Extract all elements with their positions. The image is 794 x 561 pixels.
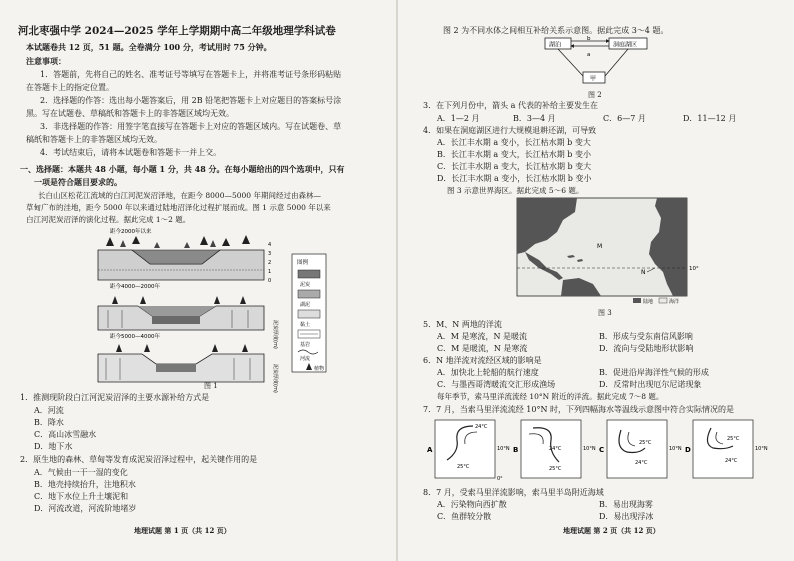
- box-3: 甲: [590, 75, 597, 83]
- svg-text:0: 0: [268, 278, 272, 284]
- q8-option-a[interactable]: A．污染物向西扩散: [437, 500, 507, 509]
- question-4-stem: 4．如果在洞庭湖区进行大规模退耕还湖，可导致: [423, 126, 597, 135]
- q4-option-a[interactable]: A．长江丰水期 a 变小，长江枯水期 b 变大: [437, 138, 591, 147]
- note-line: 稿纸和答题卡上的非答题区域均无效。: [26, 135, 162, 144]
- box-2: 洞庭湖区: [613, 41, 638, 49]
- axis-label: 泥炭厚度(m): [272, 320, 278, 349]
- trees-icon: [112, 296, 246, 304]
- note-line: 3．非选择题的作答：用签字笔直接写在答题卡上对应的答题区域内。写在试题卷、草: [40, 122, 342, 131]
- question-5-stem: 5．M、N 两地的洋流: [423, 320, 502, 329]
- q7-map-c[interactable]: [599, 420, 682, 478]
- exam-title: 河北枣强中学 2024—2025 学年上学期期中高二年级地理学科试卷: [18, 25, 336, 37]
- q2-option-a[interactable]: A．气候由一干一湿的变化: [34, 468, 128, 477]
- note-line: 4．考试结束后，请将本试题卷和答题卡一并上交。: [40, 148, 222, 157]
- intro-line: 草甸广布的洼地，距今 5000 年以来通过陆地沼泽化过程扩展而成。图 1 示意 5000 年以来: [26, 203, 331, 212]
- box-1: 湖泊: [549, 41, 562, 49]
- q7-map-d[interactable]: [685, 420, 768, 478]
- legend-sea: 海洋: [669, 299, 680, 305]
- question-3-stem: 3．在下列月份中，箭头 a 代表的补给主要发生在: [423, 101, 598, 110]
- q2-option-d[interactable]: D．河流改道，河流阶地堵岁: [34, 504, 137, 513]
- temp-label: 24°C: [635, 460, 648, 466]
- section-header: 一、选择题：本题共 48 小题，每小题 1 分，共 48 分。在每小题给出的四个选项中，只有: [20, 164, 345, 174]
- figure-1-peat-evolution: [92, 224, 332, 392]
- question-2-stem: 2．原生地的森林、草甸等发育成泥炭沼泽过程中，起关键作用的是: [20, 455, 258, 464]
- intro-7: 每年季节，索马里洋流流经 10°N 附近的洋流。据此完成 7～8 题。: [437, 392, 664, 401]
- q4-option-d[interactable]: D．长江丰水期 a 变小，长江枯水期 b 变小: [437, 174, 592, 183]
- map-letter: B: [513, 446, 519, 454]
- svg-text:1: 1: [268, 269, 272, 275]
- latitude-label: 10°: [689, 266, 699, 272]
- q5-option-d[interactable]: D．流向与受陆地形状影响: [599, 344, 694, 353]
- figure-3-caption: 图 3: [598, 309, 612, 317]
- equator-label: 0°: [497, 476, 503, 482]
- question-1-stem: 1．推测现阶段白江河泥炭沼泽的主要水源补给方式是: [20, 393, 210, 402]
- q4-option-c[interactable]: C．长江丰水期 a 变大，长江枯水期 b 变大: [437, 162, 592, 171]
- q1-option-b[interactable]: B．降水: [34, 418, 64, 427]
- q3-option-a[interactable]: A．1—2 月: [437, 114, 480, 123]
- q3-option-b[interactable]: B．3—4 月: [513, 114, 556, 123]
- panel-label: 距今5000—4000年: [110, 334, 160, 340]
- question-8-stem: 8．7 月，受索马里洋流影响，索马里半岛附近海域: [423, 488, 604, 497]
- right-page: [403, 0, 791, 561]
- q5-option-c[interactable]: C．M 是暖流，N 是寒流: [437, 344, 528, 353]
- figure-1-caption: 图 1: [204, 382, 218, 390]
- point-m: M: [597, 243, 603, 250]
- panel-label: 距今2000年以来: [110, 229, 152, 235]
- temp-label: 25°C: [457, 464, 470, 470]
- figure-2-caption: 图 2: [588, 91, 602, 99]
- legend-lake-mud: 湖泥: [300, 302, 311, 308]
- q1-option-a[interactable]: A．河流: [34, 406, 64, 415]
- note-line: 2．选择题的作答：选出每小题答案后，用 2B 铅笔把答题卡上对应题目的答案标号涂: [40, 96, 342, 105]
- figure-3-world-sea-map: [517, 198, 697, 306]
- trees-icon: [116, 344, 248, 352]
- lat-label: 10°N: [669, 446, 682, 452]
- svg-text:2: 2: [268, 260, 272, 266]
- q4-option-b[interactable]: B．长江丰水期 a 变大，长江枯水期 b 变小: [437, 150, 591, 159]
- q8-option-c[interactable]: C．鱼群较分散: [437, 512, 492, 521]
- temp-label: 24°C: [475, 424, 488, 430]
- left-page: [4, 0, 392, 561]
- q6-option-d[interactable]: D．反常时出现厄尔尼诺现象: [599, 380, 702, 389]
- legend-land: 陆地: [643, 299, 654, 305]
- q5-option-b[interactable]: B．形成与受东南信风影响: [599, 332, 693, 341]
- q2-option-c[interactable]: C．地下水位上升土壤泥和: [34, 492, 129, 501]
- page-fold: [396, 0, 398, 561]
- page-footer-right: 地理试题 第 2 页（共 12 页）: [563, 526, 660, 535]
- q5-option-a[interactable]: A．M 是寒流，N 是暖流: [437, 332, 528, 341]
- arrow-a-label: a: [587, 52, 591, 58]
- svg-text:3: 3: [268, 251, 272, 257]
- lat-label: 10°N: [497, 446, 510, 452]
- panel-label: 距今4000—2000年: [110, 284, 160, 290]
- lat-label: 10°N: [755, 446, 768, 452]
- notes-header: 注意事项：: [26, 56, 66, 66]
- map-letter: A: [427, 446, 433, 454]
- note-line: 黑。写在试题卷、草稿纸和答题卡上的非答题区域均无效。: [26, 109, 234, 118]
- q1-option-d[interactable]: D．地下水: [34, 442, 73, 451]
- q7-isotherm-maps: [427, 418, 783, 484]
- q6-option-c[interactable]: C．与墨西哥湾暖流交汇形成渔场: [437, 380, 556, 389]
- legend-title: 图例: [297, 260, 309, 266]
- temp-label: 25°C: [549, 466, 562, 472]
- q6-option-a[interactable]: A．加快北上轮船的航行速度: [437, 368, 539, 377]
- point-n: N: [641, 269, 646, 276]
- question-6-stem: 6．N 地洋流对流经区域的影响是: [423, 356, 542, 365]
- svg-text:4: 4: [268, 242, 272, 248]
- arrow-b-label: b: [587, 36, 591, 42]
- page-footer-left: 地理试题 第 1 页（共 12 页）: [134, 526, 231, 535]
- q8-option-b[interactable]: B．易出现海雾: [599, 500, 653, 509]
- legend-plant: 植物: [314, 366, 325, 372]
- legend-peat: 泥炭: [300, 282, 311, 288]
- legend-bedrock: 基岩: [300, 342, 311, 348]
- q7-map-a[interactable]: [427, 420, 510, 482]
- fig3-intro: 图 3 示意世界海区。据此完成 5～6 题。: [447, 186, 584, 195]
- trees-icon: [106, 235, 250, 248]
- temp-label: 24°C: [725, 458, 738, 464]
- map-letter: D: [685, 446, 691, 454]
- axis-ticks: [268, 242, 271, 284]
- lat-label: 10°N: [583, 446, 596, 452]
- temp-label: 25°C: [639, 440, 652, 446]
- axis-label: 泥炭厚度(m): [272, 364, 278, 393]
- section-header-2: 一项是符合题目要求的。: [34, 177, 122, 187]
- note-line: 1．答题前，先将自己的姓名、准考证号等填写在答题卡上，并将准考证号条形码粘贴: [40, 70, 342, 79]
- q7-map-b[interactable]: [513, 420, 596, 478]
- note-line: 在答题卡上的指定位置。: [26, 83, 114, 92]
- legend-clay: 黏土: [300, 322, 311, 328]
- temp-label: 24°C: [549, 446, 562, 452]
- q8-option-d[interactable]: D．易出现浮冰: [599, 512, 654, 521]
- figure-2-water-cycle: [543, 36, 653, 96]
- intro-line: 长白山区松花江流域的白江河泥炭沼泽地，在距今 8000—5000 年期间经过由森林—: [38, 191, 321, 200]
- q2-option-b[interactable]: B．地壳持续抬升，注地积水: [34, 480, 136, 489]
- temp-label: 25°C: [727, 436, 740, 442]
- q3-option-d[interactable]: D．11—12 月: [683, 114, 737, 123]
- q1-option-c[interactable]: C．高山冰雪融水: [34, 430, 97, 439]
- intro-line: 白江河泥炭沼泽的演化过程。据此完成 1～2 题。: [26, 215, 191, 224]
- q6-option-b[interactable]: B．促进沿岸海洋性气候的形成: [599, 368, 709, 377]
- exam-info: 本试题卷共 12 页，51 题。全卷满分 100 分，考试用时 75 分钟。: [26, 42, 272, 52]
- map-letter: C: [599, 446, 605, 454]
- question-7-stem: 7．7 月，当索马里洋流流经 10°N 时，下列四幅海水等温线示意图中符合实际情况的是: [423, 405, 734, 414]
- fig2-intro: 图 2 为不同水体之间相互补给关系示意图。据此完成 3～4 题。: [443, 26, 669, 35]
- legend-river: 河流: [300, 356, 311, 362]
- q3-option-c[interactable]: C．6—7 月: [603, 114, 646, 123]
